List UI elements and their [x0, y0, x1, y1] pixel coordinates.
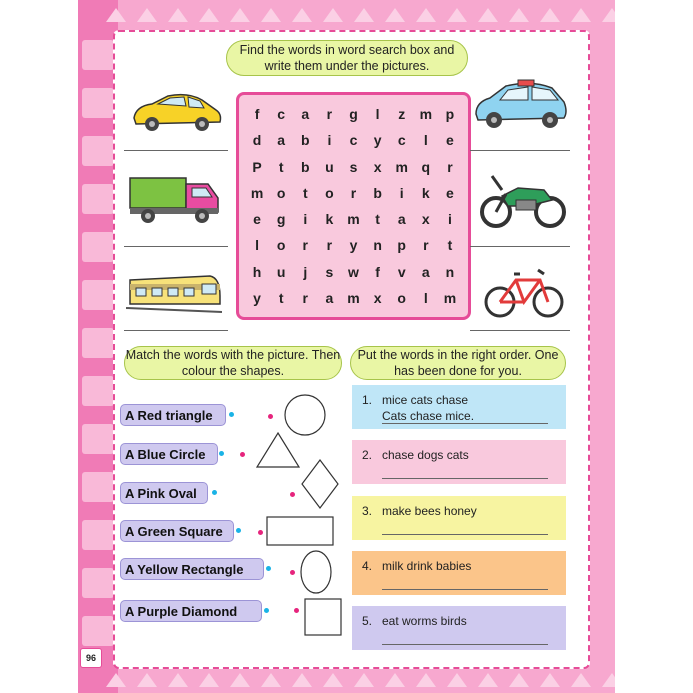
lorry-icon	[126, 170, 222, 226]
bottom-triangle-border	[100, 669, 615, 691]
answer-line-lorry[interactable]	[124, 246, 228, 247]
taxi-icon	[472, 78, 570, 134]
label-purple-diamond[interactable]	[120, 600, 262, 622]
word-search-cell[interactable]: t	[447, 237, 453, 254]
border-triangle	[261, 8, 281, 22]
strip-stripe	[82, 40, 114, 70]
sentence-row-2	[352, 440, 566, 484]
border-triangle	[416, 673, 436, 687]
word-search-cell[interactable]: r	[423, 237, 429, 254]
word-search-cell[interactable]: l	[375, 106, 380, 123]
strip-stripe	[82, 280, 114, 310]
diamond-shape[interactable]	[300, 458, 340, 510]
word-search-cell[interactable]: m	[395, 158, 408, 175]
top-triangle-border	[100, 4, 615, 26]
border-triangle	[168, 673, 188, 687]
border-triangle	[571, 8, 591, 22]
word-search-grid	[245, 101, 462, 311]
jumbled-words: chase dogs cats	[382, 448, 469, 462]
match-dot[interactable]	[290, 492, 295, 497]
border-triangle	[540, 8, 560, 22]
ordering-instruction	[350, 346, 566, 380]
word-search-cell[interactable]: a	[421, 263, 430, 280]
word-search-cell[interactable]: c	[397, 132, 406, 149]
border-triangle	[354, 673, 374, 687]
label-text: A Pink Oval	[125, 485, 197, 501]
strip-stripe	[82, 616, 114, 646]
word-search-cell[interactable]: e	[446, 184, 454, 201]
word-search-cell[interactable]: o	[397, 289, 406, 306]
item-number: 2.	[362, 448, 373, 462]
border-triangle	[478, 8, 498, 22]
word-search-cell[interactable]: y	[349, 237, 358, 254]
word-search-cell[interactable]: t	[375, 211, 380, 228]
word-search-cell[interactable]: k	[421, 184, 430, 201]
matching-instruction	[124, 346, 342, 380]
border-triangle	[540, 673, 560, 687]
word-search-cell[interactable]: n	[373, 237, 382, 254]
label-yellow-rectangle[interactable]	[120, 558, 264, 580]
border-triangle	[168, 8, 188, 22]
label-pink-oval[interactable]	[120, 482, 208, 504]
ordering-instruction-text: Put the words in the right order. One has been done for you.	[357, 348, 559, 378]
word-search-cell[interactable]: m	[347, 211, 360, 228]
label-blue-circle[interactable]	[120, 443, 218, 465]
border-triangle	[447, 673, 467, 687]
car-icon	[128, 88, 224, 136]
word-search-cell[interactable]: r	[326, 106, 333, 123]
word-search-cell[interactable]: a	[301, 106, 310, 123]
border-triangle	[292, 673, 312, 687]
answer-line-bicycle[interactable]	[470, 330, 570, 331]
word-search-cell[interactable]: g	[276, 211, 286, 228]
strip-stripe	[82, 424, 114, 454]
word-search-instruction	[226, 40, 468, 76]
border-triangle	[137, 673, 157, 687]
border-triangle	[478, 673, 498, 687]
match-dot[interactable]	[236, 528, 241, 533]
word-search-cell[interactable]: e	[446, 132, 454, 149]
word-search-cell[interactable]: v	[397, 263, 406, 280]
label-text: A Red triangle	[125, 407, 213, 423]
page-number-text: 96	[85, 653, 96, 663]
rectangle-shape[interactable]	[265, 515, 335, 547]
item-number: 5.	[362, 614, 373, 628]
word-search-cell[interactable]: x	[373, 158, 382, 175]
match-dot[interactable]	[266, 566, 271, 571]
jumbled-words: eat worms birds	[382, 614, 467, 628]
word-search-cell[interactable]: s	[349, 158, 358, 175]
word-search-cell[interactable]: i	[399, 184, 404, 201]
word-search-cell[interactable]: p	[445, 106, 455, 123]
answer-line[interactable]	[382, 478, 548, 479]
word-search-cell[interactable]: b	[300, 158, 310, 175]
border-triangle	[509, 673, 529, 687]
word-search-cell[interactable]: n	[445, 263, 455, 280]
label-red-triangle[interactable]	[120, 404, 226, 426]
word-search-cell[interactable]: r	[302, 237, 308, 254]
border-triangle	[199, 8, 219, 22]
word-search-box	[236, 92, 471, 320]
strip-stripe	[82, 472, 114, 502]
word-search-cell[interactable]: u	[276, 263, 286, 280]
page-number	[80, 648, 102, 668]
word-search-cell[interactable]: t	[278, 158, 284, 175]
jumbled-words: make bees honey	[382, 504, 477, 518]
strip-stripe	[82, 520, 114, 550]
word-search-cell[interactable]: o	[276, 184, 286, 201]
jumbled-words: milk drink babies	[382, 559, 472, 573]
match-dot[interactable]	[240, 452, 245, 457]
square-shape[interactable]	[303, 597, 343, 637]
jumbled-words: mice cats chase	[382, 393, 469, 407]
word-search-cell[interactable]: m	[250, 184, 264, 201]
label-text: A Green Square	[125, 523, 223, 539]
answer-line-motorbike[interactable]	[470, 246, 570, 247]
answer-line[interactable]	[382, 644, 548, 645]
word-search-cell[interactable]: l	[423, 132, 428, 149]
match-dot[interactable]	[229, 412, 234, 417]
word-search-cell[interactable]: m	[443, 289, 457, 306]
word-search-cell[interactable]: i	[303, 211, 308, 228]
match-dot[interactable]	[219, 451, 224, 456]
border-triangle	[199, 673, 219, 687]
border-triangle	[137, 8, 157, 22]
word-search-cell[interactable]: a	[397, 211, 406, 228]
train-icon	[126, 266, 222, 314]
word-search-instruction-text: Find the words in word search box and write them under the pictures.	[239, 43, 455, 73]
answer-line[interactable]	[382, 589, 548, 590]
word-search-cell[interactable]: q	[421, 158, 431, 175]
word-search-cell[interactable]: l	[255, 237, 259, 254]
border-triangle	[292, 8, 312, 22]
item-number: 4.	[362, 559, 373, 573]
label-text: A Yellow Rectangle	[125, 561, 244, 577]
strip-stripe	[82, 136, 114, 166]
border-triangle	[602, 8, 615, 22]
word-search-cell[interactable]: m	[419, 106, 433, 123]
word-search-cell[interactable]: g	[349, 106, 358, 123]
word-search-cell[interactable]: i	[327, 132, 332, 149]
answer-line-train[interactable]	[124, 330, 228, 331]
word-search-cell[interactable]: x	[373, 289, 382, 306]
word-search-cell[interactable]: x	[421, 211, 430, 228]
border-triangle	[385, 8, 405, 22]
border-triangle	[230, 8, 250, 22]
word-search-cell[interactable]: y	[373, 132, 382, 149]
word-search-cell[interactable]: c	[277, 106, 286, 123]
border-triangle	[385, 673, 405, 687]
border-triangle	[416, 8, 436, 22]
match-dot[interactable]	[294, 608, 299, 613]
match-dot[interactable]	[212, 490, 217, 495]
match-dot[interactable]	[268, 414, 273, 419]
item-number: 1.	[362, 393, 373, 407]
word-search-cell[interactable]: s	[325, 263, 334, 280]
word-search-cell[interactable]: o	[276, 237, 286, 254]
word-search-cell[interactable]: o	[325, 184, 334, 201]
word-search-cell[interactable]: c	[349, 132, 358, 149]
word-search-cell[interactable]: y	[253, 289, 261, 306]
word-search-cell[interactable]: r	[326, 237, 333, 254]
word-search-cell[interactable]: l	[423, 289, 428, 306]
triangle-shape[interactable]	[254, 430, 302, 470]
border-triangle	[602, 673, 615, 687]
answer-line[interactable]	[382, 534, 548, 535]
word-search-cell[interactable]: t	[302, 184, 308, 201]
border-triangle	[106, 8, 126, 22]
sentence-row-5	[352, 606, 566, 650]
word-search-cell[interactable]: w	[348, 263, 359, 280]
word-search-cell[interactable]: z	[398, 106, 406, 123]
word-search-cell[interactable]: a	[325, 289, 334, 306]
border-triangle	[230, 673, 250, 687]
word-search-cell[interactable]: a	[277, 132, 286, 149]
sentence-row-1	[352, 385, 566, 429]
border-triangle	[323, 673, 343, 687]
label-text: A Purple Diamond	[125, 603, 238, 619]
sentence-row-3	[352, 496, 566, 540]
border-triangle	[509, 8, 529, 22]
answer-line[interactable]	[382, 423, 548, 424]
word-search-cell[interactable]: r	[447, 158, 453, 175]
word-search-cell[interactable]: m	[347, 289, 360, 306]
answer-line-car[interactable]	[124, 150, 228, 151]
word-search-cell[interactable]: d	[252, 132, 262, 149]
match-dot[interactable]	[264, 608, 269, 613]
matching-instruction-text: Match the words with the picture. Then colour the shapes.	[125, 348, 341, 378]
strip-stripe	[82, 568, 114, 598]
strip-stripe	[82, 376, 114, 406]
border-triangle	[323, 8, 343, 22]
word-search-cell[interactable]: j	[303, 263, 308, 280]
word-search-cell[interactable]: f	[375, 263, 380, 280]
strip-stripe	[82, 328, 114, 358]
word-search-cell[interactable]: u	[325, 158, 334, 175]
match-dot[interactable]	[290, 570, 295, 575]
answer-line-taxi[interactable]	[470, 150, 570, 151]
word-search-cell[interactable]: f	[254, 106, 260, 123]
strip-stripe	[82, 88, 114, 118]
motorbike-icon	[478, 166, 568, 232]
word-search-cell[interactable]: b	[300, 132, 310, 149]
word-search-cell[interactable]: b	[373, 184, 382, 201]
border-triangle	[261, 673, 281, 687]
border-triangle	[106, 673, 126, 687]
oval-shape[interactable]	[298, 548, 334, 596]
sentence-row-4	[352, 551, 566, 595]
word-search-cell[interactable]: t	[278, 289, 284, 306]
label-green-square[interactable]	[120, 520, 234, 542]
word-search-cell[interactable]: e	[253, 211, 261, 228]
word-search-cell[interactable]: k	[325, 211, 334, 228]
strip-stripe	[82, 232, 114, 262]
border-triangle	[447, 8, 467, 22]
label-text: A Blue Circle	[125, 446, 206, 462]
border-triangle	[571, 673, 591, 687]
word-search-cell[interactable]: r	[302, 289, 308, 306]
match-dot[interactable]	[258, 530, 263, 535]
word-search-cell[interactable]: P	[252, 158, 262, 175]
strip-stripe	[82, 184, 114, 214]
word-search-cell[interactable]: p	[397, 237, 406, 254]
word-search-cell[interactable]: h	[252, 263, 262, 280]
answer-text: Cats chase mice.	[382, 409, 475, 423]
border-triangle	[354, 8, 374, 22]
bicycle-icon	[484, 260, 564, 320]
word-search-cell[interactable]: i	[447, 211, 452, 228]
item-number: 3.	[362, 504, 373, 518]
word-search-cell[interactable]: r	[350, 184, 357, 201]
